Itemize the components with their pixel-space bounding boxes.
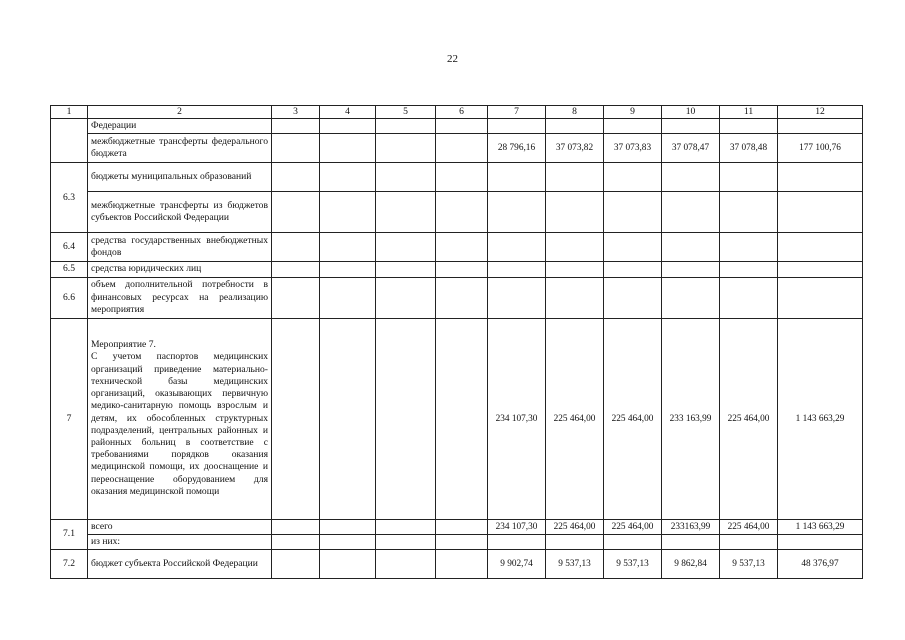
empty-cell [436, 277, 488, 318]
empty-cell [272, 134, 320, 163]
table-row [51, 233, 863, 262]
table-row [51, 119, 863, 134]
value-cell [546, 119, 604, 134]
value-cell: 225 464,00 [604, 519, 662, 534]
empty-cell [376, 233, 436, 262]
activity-text: С учетом паспортов медицинских организаций приведение материально-технической базы медицинских организаций, оказывающих первичную медико-санитарную помощь взрослым и детям, их обособленных структурных подразделений, центральных районных и районных больниц в соответствие с требованиями порядков оказания медицинской помощи, их дооснащение и переоснащение оборудованием для оказания медицинской помощи [91, 351, 268, 497]
value-cell [546, 277, 604, 318]
value-cell [662, 119, 720, 134]
value-cell: 9 537,13 [720, 550, 778, 579]
empty-cell [436, 534, 488, 549]
row-number: 6.4 [51, 233, 88, 262]
col-header: 5 [376, 106, 436, 119]
value-cell [720, 262, 778, 277]
col-header: 2 [88, 106, 272, 119]
col-header: 12 [778, 106, 863, 119]
value-cell: 225 464,00 [546, 519, 604, 534]
value-cell [604, 119, 662, 134]
row-description: из них: [88, 534, 272, 549]
value-cell [720, 192, 778, 233]
empty-cell [436, 550, 488, 579]
empty-cell [272, 519, 320, 534]
empty-cell [436, 134, 488, 163]
value-cell: 9 537,13 [604, 550, 662, 579]
row-description: объем дополнительной потребности в финансовых ресурсах на реализацию мероприятия [88, 277, 272, 318]
value-cell: 233163,99 [662, 519, 720, 534]
empty-cell [272, 534, 320, 549]
row-description: межбюджетные трансферты федерального бюджета [88, 134, 272, 163]
empty-cell [436, 519, 488, 534]
empty-cell [376, 519, 436, 534]
value-cell: 225 464,00 [546, 318, 604, 519]
value-cell [488, 233, 546, 262]
table-row [51, 534, 863, 549]
empty-cell [320, 277, 376, 318]
page-number: 22 [447, 53, 458, 65]
value-cell [488, 262, 546, 277]
value-cell [604, 277, 662, 318]
value-cell: 234 107,30 [488, 519, 546, 534]
row-description: межбюджетные трансферты из бюджетов субъектов Российской Федерации [88, 192, 272, 233]
value-cell [778, 233, 863, 262]
value-cell [546, 233, 604, 262]
value-cell: 225 464,00 [720, 318, 778, 519]
table-row [51, 262, 863, 277]
row-description: средства государственных внебюджетных фондов [88, 233, 272, 262]
value-cell [604, 534, 662, 549]
row-description: бюджет субъекта Российской Федерации [88, 550, 272, 579]
empty-cell [320, 233, 376, 262]
col-header: 7 [488, 106, 546, 119]
table-row [51, 134, 863, 163]
empty-cell [320, 534, 376, 549]
value-cell [546, 534, 604, 549]
empty-cell [320, 550, 376, 579]
value-cell [778, 163, 863, 192]
value-cell: 9 902,74 [488, 550, 546, 579]
header-row [51, 106, 863, 119]
row-description: бюджеты муниципальных образований [88, 163, 272, 192]
value-cell [604, 262, 662, 277]
value-cell: 37 078,47 [662, 134, 720, 163]
value-cell [546, 192, 604, 233]
value-cell: 1 143 663,29 [778, 318, 863, 519]
value-cell [662, 233, 720, 262]
value-cell [488, 192, 546, 233]
value-cell: 9 537,13 [546, 550, 604, 579]
empty-cell [272, 262, 320, 277]
empty-cell [436, 192, 488, 233]
value-cell [662, 534, 720, 549]
col-header: 9 [604, 106, 662, 119]
table-row [51, 519, 863, 534]
row-number: 6.6 [51, 277, 88, 318]
value-cell [662, 163, 720, 192]
value-cell [778, 277, 863, 318]
empty-cell [320, 318, 376, 519]
value-cell [662, 262, 720, 277]
value-cell: 177 100,76 [778, 134, 863, 163]
value-cell: 28 796,16 [488, 134, 546, 163]
col-header: 3 [272, 106, 320, 119]
value-cell [720, 119, 778, 134]
col-header: 8 [546, 106, 604, 119]
empty-cell [376, 134, 436, 163]
empty-cell [272, 233, 320, 262]
empty-cell [436, 163, 488, 192]
empty-cell [272, 192, 320, 233]
col-header: 1 [51, 106, 88, 119]
empty-cell [320, 119, 376, 134]
table-row [51, 192, 863, 233]
row-description: средства юридических лиц [88, 262, 272, 277]
empty-cell [272, 163, 320, 192]
row-number: 7 [51, 318, 88, 519]
empty-cell [436, 119, 488, 134]
row-number: 6.5 [51, 262, 88, 277]
value-cell: 48 376,97 [778, 550, 863, 579]
col-header: 6 [436, 106, 488, 119]
value-cell: 9 862,84 [662, 550, 720, 579]
value-cell [604, 192, 662, 233]
row-number: 6.3 [51, 163, 88, 233]
empty-cell [436, 262, 488, 277]
value-cell: 37 078,48 [720, 134, 778, 163]
value-cell [720, 163, 778, 192]
value-cell: 234 107,30 [488, 318, 546, 519]
empty-cell [272, 277, 320, 318]
col-header: 10 [662, 106, 720, 119]
empty-cell [376, 318, 436, 519]
table-row [51, 318, 863, 519]
empty-cell [320, 192, 376, 233]
empty-cell [272, 318, 320, 519]
value-cell: 37 073,82 [546, 134, 604, 163]
empty-cell [272, 550, 320, 579]
value-cell [720, 534, 778, 549]
value-cell [546, 262, 604, 277]
value-cell: 225 464,00 [604, 318, 662, 519]
value-cell [778, 192, 863, 233]
table-row [51, 277, 863, 318]
value-cell: 1 143 663,29 [778, 519, 863, 534]
row-description: Федерации [88, 119, 272, 134]
row-number: 7.2 [51, 550, 88, 579]
empty-cell [320, 134, 376, 163]
value-cell [662, 277, 720, 318]
value-cell [720, 277, 778, 318]
activity-description [88, 318, 272, 519]
value-cell [720, 233, 778, 262]
financing-table [50, 105, 863, 579]
empty-cell [272, 119, 320, 134]
col-header: 11 [720, 106, 778, 119]
row-number [51, 119, 88, 163]
empty-cell [436, 318, 488, 519]
value-cell [662, 192, 720, 233]
empty-cell [376, 534, 436, 549]
value-cell [488, 534, 546, 549]
value-cell: 37 073,83 [604, 134, 662, 163]
row-description: всего [88, 519, 272, 534]
value-cell [778, 262, 863, 277]
empty-cell [376, 277, 436, 318]
empty-cell [376, 163, 436, 192]
value-cell [778, 534, 863, 549]
empty-cell [376, 262, 436, 277]
row-number: 7.1 [51, 519, 88, 549]
empty-cell [376, 119, 436, 134]
value-cell: 225 464,00 [720, 519, 778, 534]
empty-cell [376, 192, 436, 233]
activity-title: Мероприятие 7. [91, 339, 156, 351]
empty-cell [436, 233, 488, 262]
empty-cell [320, 163, 376, 192]
table-row [51, 163, 863, 192]
value-cell [488, 163, 546, 192]
value-cell [546, 163, 604, 192]
value-cell [778, 119, 863, 134]
value-cell: 233 163,99 [662, 318, 720, 519]
empty-cell [320, 262, 376, 277]
empty-cell [376, 550, 436, 579]
value-cell [604, 163, 662, 192]
table-row [51, 550, 863, 579]
value-cell [488, 119, 546, 134]
empty-cell [320, 519, 376, 534]
value-cell [488, 277, 546, 318]
col-header: 4 [320, 106, 376, 119]
value-cell [604, 233, 662, 262]
